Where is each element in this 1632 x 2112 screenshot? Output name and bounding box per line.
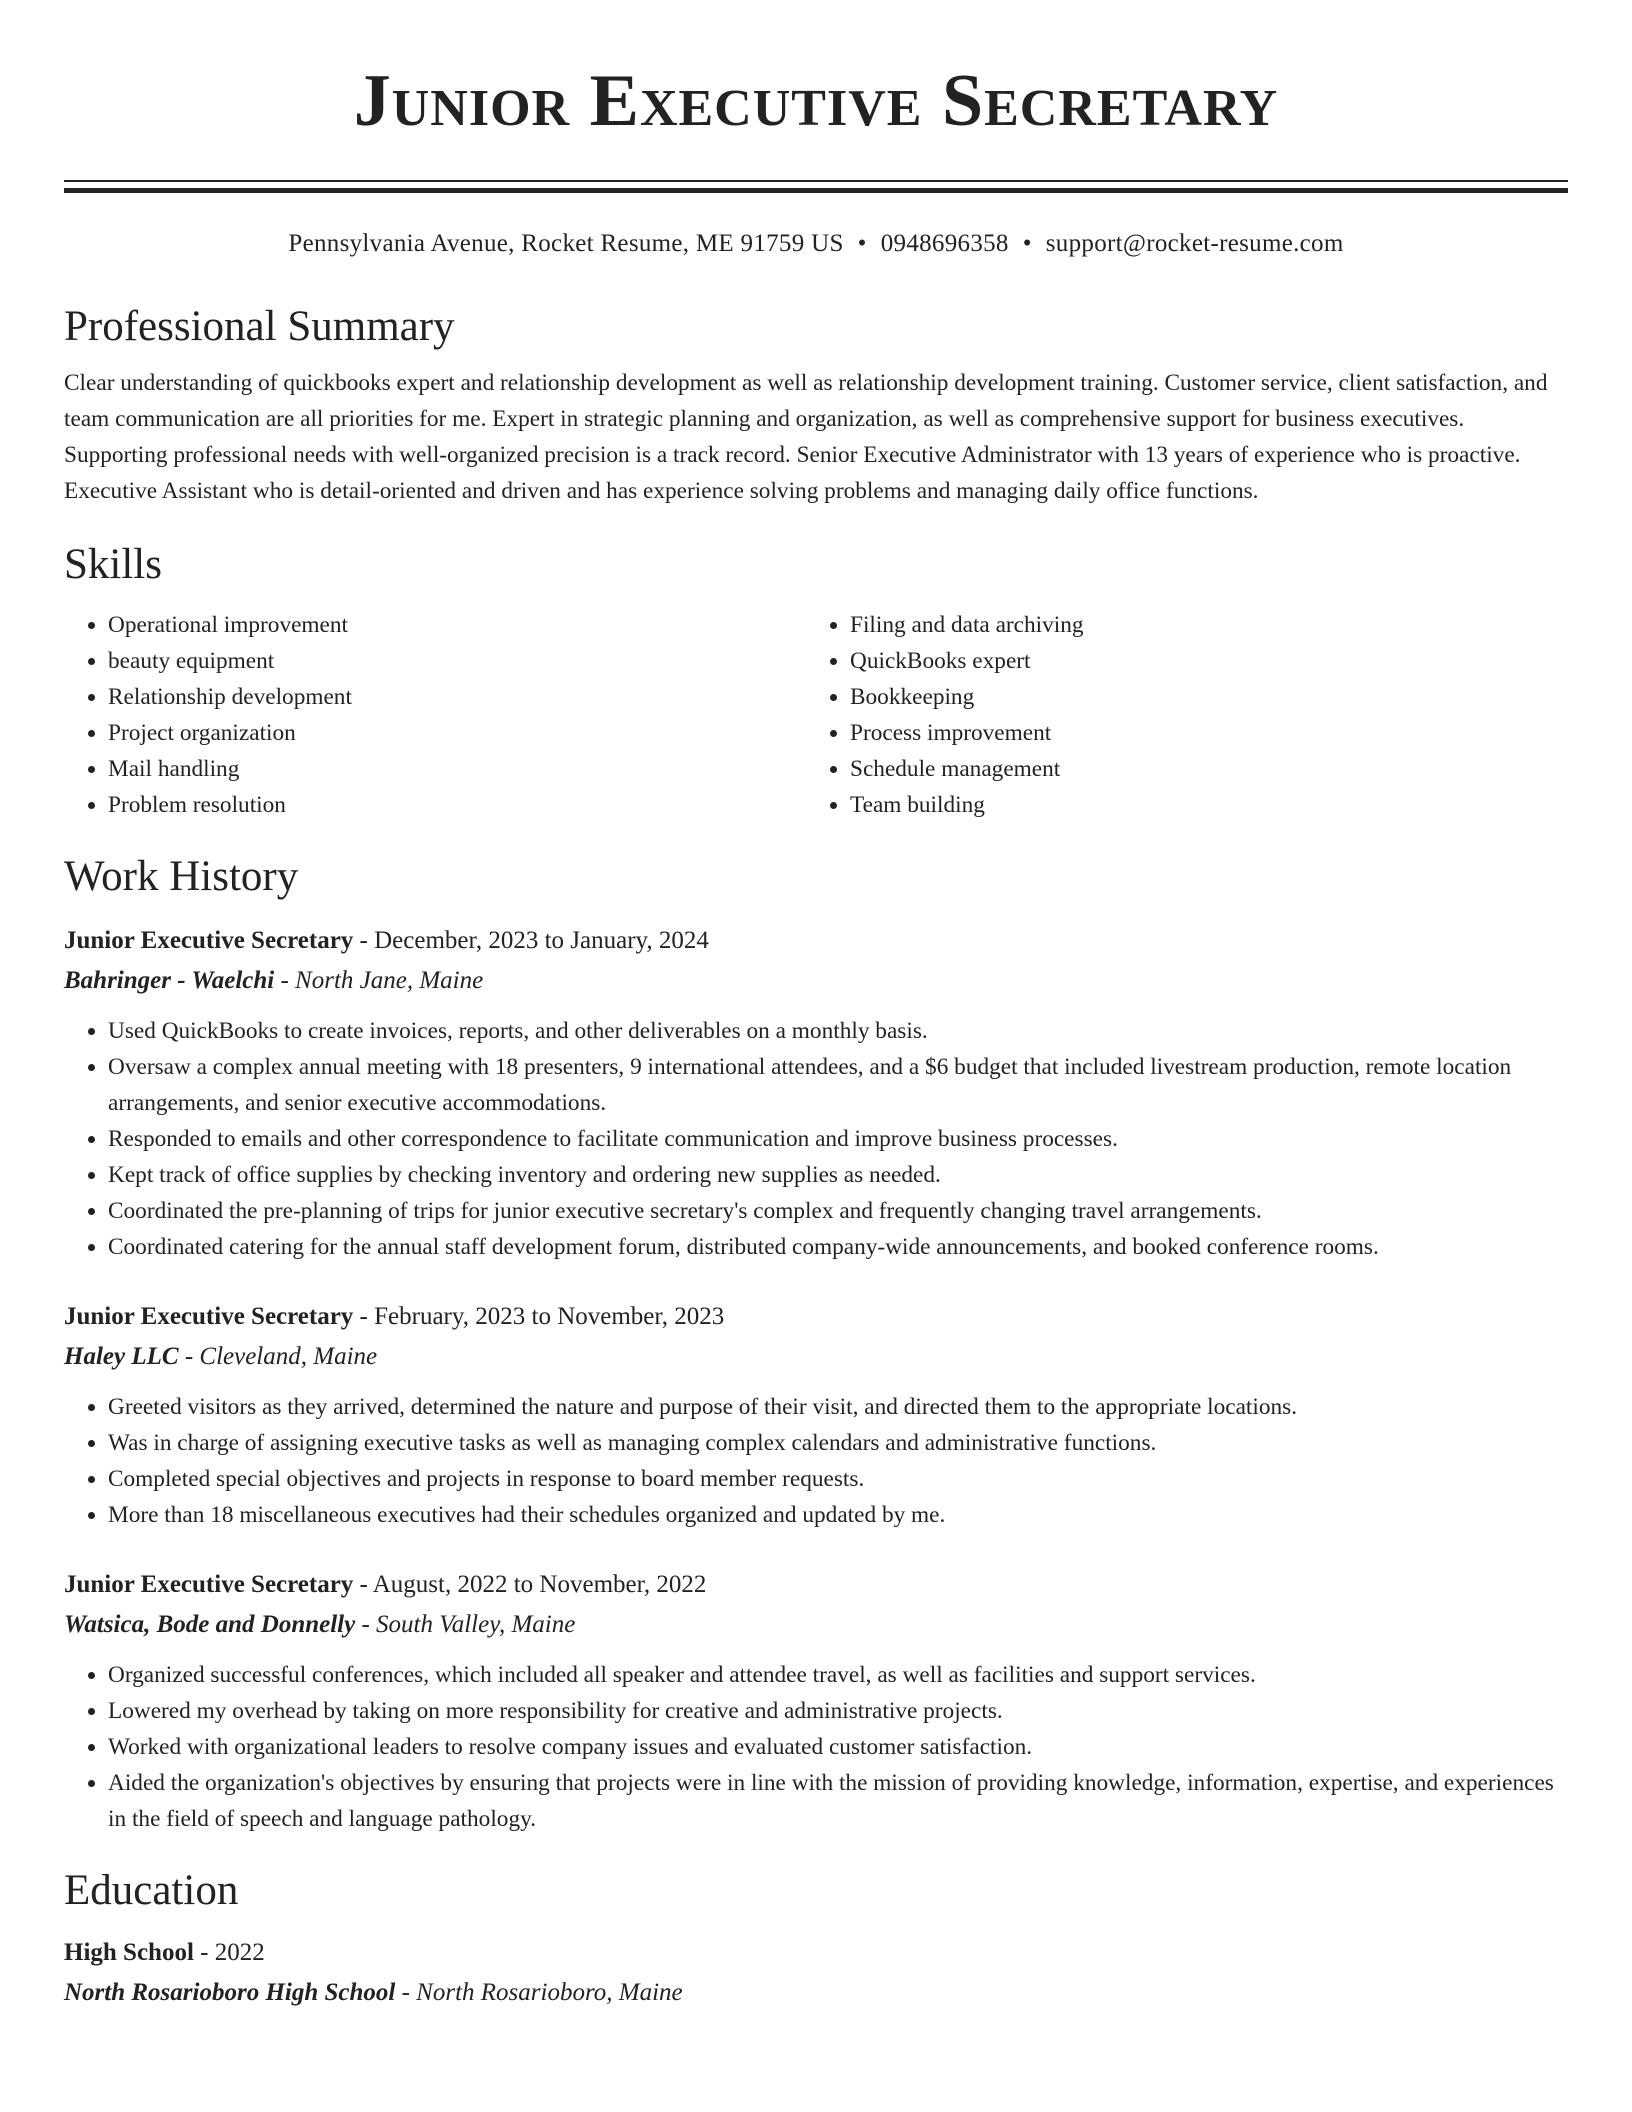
skill-item: • Filing and data archiving (850, 607, 1568, 643)
job-company: Haley LLC (64, 1343, 179, 1370)
education-school: North Rosarioboro High School (64, 1979, 396, 2006)
job-role: Junior Executive Secretary (64, 927, 354, 954)
education-degree: High School (64, 1939, 194, 1966)
job-bullet: • Used QuickBooks to create invoices, reports, and other deliverables on a monthly basis. (108, 1013, 1568, 1049)
job-bullet: • Completed special objectives and projects in response to board member requests. (108, 1461, 1568, 1497)
job-bullet: • Aided the organization's objectives by ensuring that projects were in line with the mission of providing knowledge, information, expertise, and experiences in the field of speech and language pathology. (108, 1765, 1568, 1837)
contact-separator: • (857, 230, 867, 257)
skill-item: • Bookkeeping (850, 679, 1568, 715)
education-year: - 2022 (193, 1939, 265, 1966)
skill-item: • QuickBooks expert (850, 643, 1568, 679)
education-school-line (64, 1973, 1568, 2013)
skill-item: • Team building (850, 787, 1568, 823)
job-header (64, 1565, 1568, 1605)
job-company-line (64, 1605, 1568, 1645)
job-bullets (64, 1013, 1568, 1265)
job-dates: - February, 2023 to November, 2023 (353, 1303, 725, 1330)
education-location: - North Rosarioboro, Maine (395, 1979, 683, 2006)
job-bullet: • Lowered my overhead by taking on more responsibility for creative and administrative projects. (108, 1693, 1568, 1729)
skill-item: • beauty equipment (108, 643, 806, 679)
skills-column-right (806, 607, 1568, 823)
skill-item: • Problem resolution (108, 787, 806, 823)
job-bullet: • Coordinated catering for the annual staff development forum, distributed company-wide announcements, and booked conference rooms. (108, 1229, 1568, 1265)
skill-item: • Relationship development (108, 679, 806, 715)
job-bullet: • More than 18 miscellaneous executives had their schedules organized and updated by me. (108, 1497, 1568, 1533)
job-entry (64, 1297, 1568, 1533)
work-history-heading: Work History (64, 853, 299, 900)
job-company: Watsica, Bode and Donnelly (64, 1611, 356, 1638)
job-bullet: • Responded to emails and other correspondence to facilitate communication and improve business processes. (108, 1121, 1568, 1157)
job-location: - Cleveland, Maine (178, 1343, 378, 1370)
job-bullet: • Was in charge of assigning executive tasks as well as managing complex calendars and administrative functions. (108, 1425, 1568, 1461)
summary-text: Clear understanding of quickbooks expert and relationship development as well as relationship development training. Customer service, client satisfaction, and team communication are all priorities for me. Expert in strategic planning and organization, as well as comprehensive support for business executives. Supporting professional needs with well-organized precision is a track record. Senior Executive Administrator with 13 years of experience who is proactive. Executive Assistant who is detail-oriented and driven and has experience solving problems and managing daily office functions. (64, 370, 1548, 504)
job-role: Junior Executive Secretary (64, 1571, 354, 1598)
skill-item: • Operational improvement (108, 607, 806, 643)
contact-separator: • (1022, 230, 1032, 257)
skill-item: • Mail handling (108, 751, 806, 787)
job-entry (64, 921, 1568, 1265)
contact-phone: 0948696358 (880, 230, 1009, 257)
skills-list (64, 607, 1568, 823)
job-header (64, 1297, 1568, 1337)
job-company: Bahringer - Waelchi (64, 967, 275, 994)
job-location: - North Jane, Maine (274, 967, 484, 994)
contact-email: support@rocket-resume.com (1045, 230, 1344, 257)
skill-item: • Project organization (108, 715, 806, 751)
skills-heading: Skills (64, 541, 162, 588)
job-bullet: • Kept track of office supplies by checking inventory and ordering new supplies as needed. (108, 1157, 1568, 1193)
summary-heading: Professional Summary (64, 303, 455, 350)
job-bullet: • Worked with organizational leaders to resolve company issues and evaluated customer satisfaction. (108, 1729, 1568, 1765)
job-bullet: • Greeted visitors as they arrived, determined the nature and purpose of their visit, and directed them to the appropriate locations. (108, 1389, 1568, 1425)
resume-title: Junior Executive Secretary (353, 60, 1279, 142)
skill-item: • Schedule management (850, 751, 1568, 787)
skills-column-left (64, 607, 806, 823)
job-dates: - December, 2023 to January, 2024 (353, 927, 709, 954)
job-company-line (64, 1337, 1568, 1377)
skill-item: • Process improvement (850, 715, 1568, 751)
education-heading: Education (64, 1867, 239, 1914)
job-bullet: • Organized successful conferences, which included all speaker and attendee travel, as well as facilities and support services. (108, 1657, 1568, 1693)
title-divider-thick (64, 188, 1568, 193)
job-header (64, 921, 1568, 961)
contact-address: Pennsylvania Avenue, Rocket Resume, ME 91759 US (288, 230, 844, 257)
job-company-line (64, 961, 1568, 1001)
job-bullets (64, 1657, 1568, 1837)
job-bullets (64, 1389, 1568, 1533)
job-entry (64, 1565, 1568, 1837)
job-dates: - August, 2022 to November, 2022 (353, 1571, 707, 1598)
job-bullet: • Oversaw a complex annual meeting with 18 presenters, 9 international attendees, and a $6 budget that included livestream production, remote location arrangements, and senior executive accommodations. (108, 1049, 1568, 1121)
job-bullet: • Coordinated the pre-planning of trips for junior executive secretary's complex and frequently changing travel arrangements. (108, 1193, 1568, 1229)
education-header (64, 1933, 1568, 1973)
title-divider-thin (64, 180, 1568, 182)
contact-line (64, 227, 1568, 261)
job-role: Junior Executive Secretary (64, 1303, 354, 1330)
job-location: - South Valley, Maine (355, 1611, 576, 1638)
